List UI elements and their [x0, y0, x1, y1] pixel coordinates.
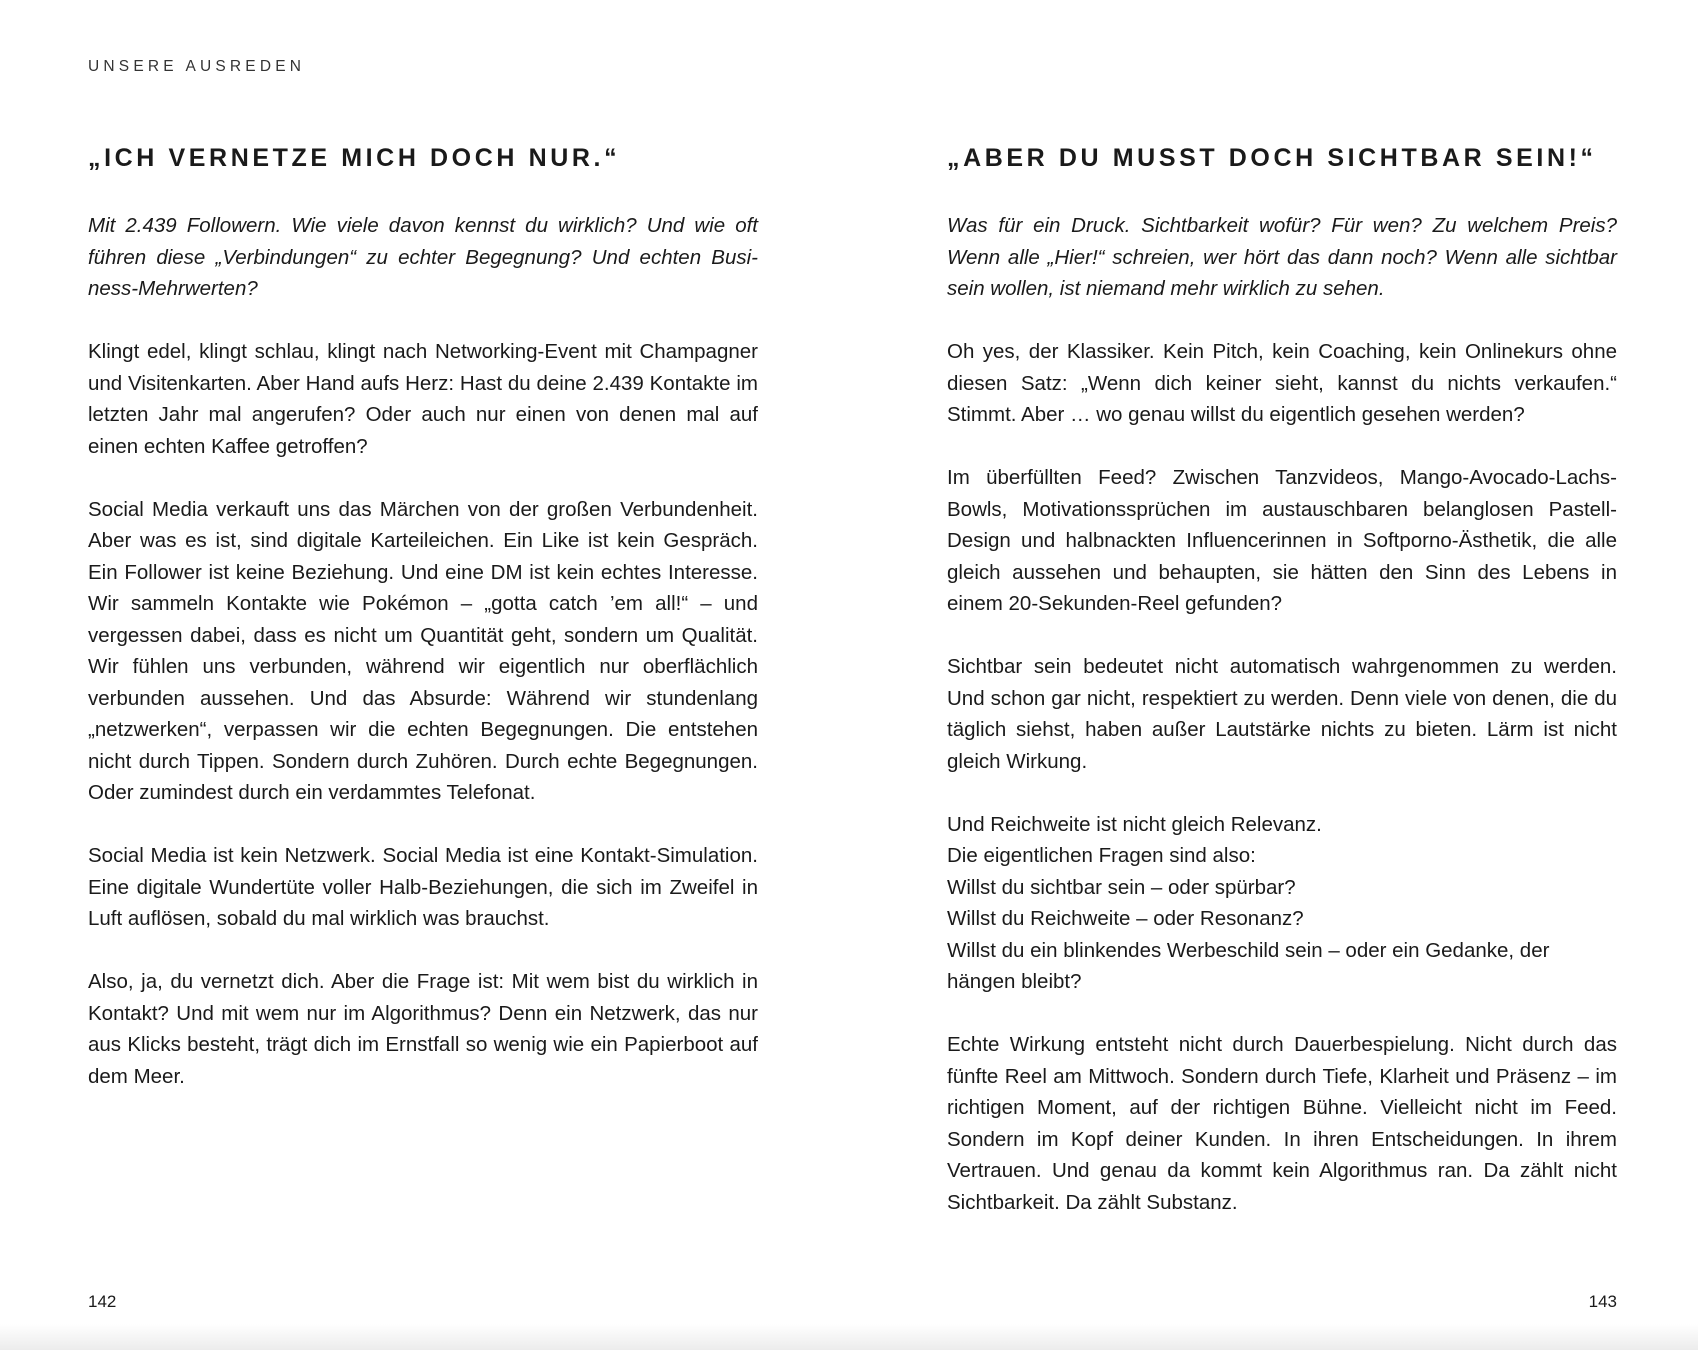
right-paragraph: Sichtbar sein bedeutet nicht automatisch wahrgenommen zu werden. Und schon gar nicht, respektiert zu werden. Denn viele von denen, die du täglich siehst, haben außer Lautstärke nichts zu bieten. Lärm ist nicht gleich Wirkung. [947, 655, 1617, 773]
left-paragraph: Social Media verkauft uns das Märchen von der großen Verbundenheit. Aber was es ist, sind digitale Karteileichen. Ein Like ist kein Gespräch. Ein Follower ist keine Beziehung. Und eine DM ist kein echtes Interesse. Wir sammeln Kontakte wie Pokémon – „gotta catch ’em all!“ – und vergessen dabei, dass es nicht um Quantität geht, sondern um Qualität. Wir fühlen uns verbunden, während wir eigentlich nur oberflächlich verbunden aussehen. Und das Absurde: Während wir stundenlang „netzwerken“, verpassen wir die echten Begegnungen. Die entstehen nicht durch Tippen. Sondern durch Zuhören. Durch echte Begegnungen. Oder zumindest durch ein verdammtes Telefonat. [88, 497, 758, 804]
question-line: Die eigentlichen Fragen sind also: [947, 844, 1256, 867]
left-paragraph: Social Media ist kein Netzwerk. Social Media ist eine Kontakt-Simulation. Eine digitale Wundertüte voller Halb-Beziehungen, die sich im Zweifel in Luft auflösen, sobald du mal wirklich was brauchst. [88, 844, 758, 930]
question-line: Willst du sichtbar sein – oder spürbar? [947, 875, 1296, 899]
bottom-shadow [0, 1324, 1698, 1350]
right-chapter-title: „ABER DU MUSST DOCH SICHTBAR SEIN!“ [947, 144, 1597, 172]
right-paragraph: Oh yes, der Klassiker. Kein Pitch, kein Coaching, kein Onlinekurs ohne diesen Satz: „Wenn dich keiner sieht, kannst du nichts verkaufen.“ Stimmt. Aber … wo genau willst du eigentlich gesehen werden? [947, 340, 1617, 426]
question-line: Und Reichweite ist nicht gleich Relevanz. [947, 812, 1322, 836]
right-page-number: 143 [1588, 1292, 1617, 1311]
right-body-text [947, 210, 1617, 1250]
question-line: Willst du Reichweite – oder Resonanz? [947, 907, 1304, 930]
right-intro-paragraph: Was für ein Druck. Sichtbarkeit wofür? Für wen? Zu welchem Preis? Wenn alle „Hier!“ schreien, wer hört das dann noch? Wenn alle sichtbar sein wollen, ist niemand mehr wirklich zu sehen. [947, 214, 1617, 300]
left-paragraph: Also, ja, du vernetzt dich. Aber die Frage ist: Mit wem bist du wirklich in Kontakt? Und mit wem nur im Algorithmus? Denn ein Netzwerk, das nur aus Klicks besteht, trägt dich im Ernstfall so wenig wie ein Papierboot auf dem Meer. [88, 970, 758, 1088]
right-closing-paragraph: Echte Wirkung entsteht nicht durch Dauerbespielung. Nicht durch das fünfte Reel am Mittwoch. Sondern durch Tiefe, Klarheit und Präsenz – im richtigen Moment, auf der richtigen Bühne. Vielleicht nicht im Feed. Sondern im Kopf deiner Kunden. In ihren Entscheidungen. In ihrem Vertrauen. Und genau da kommt kein Algorithmus ran. Da zählt nicht Sichtbarkeit. Da zählt Substanz. [947, 1033, 1617, 1214]
running-head: UNSERE AUSREDEN [88, 58, 306, 75]
left-page-number: 142 [88, 1292, 117, 1311]
question-line: Willst du ein blinkendes Werbeschild sein – oder ein Gedanke, der hängen bleibt? [947, 938, 1550, 993]
left-chapter-title: „ICH VERNETZE MICH DOCH NUR.“ [88, 144, 621, 172]
question-lines [947, 809, 1617, 998]
left-page [88, 0, 758, 1350]
right-page [947, 0, 1617, 1350]
left-intro-paragraph: Mit 2.439 Followern. Wie viele davon kennst du wirklich? Und wie oft führen diese „Verbindungen“ zu echter Begegnung? Und echten Business-Mehrwerten? [88, 214, 758, 300]
right-paragraph: Im überfüllten Feed? Zwischen Tanzvideos, Mango-Avocado-Lachs-Bowls, Motivationssprüchen im austauschbaren belanglosen Pastell-Design und halbnackten Influencerinnen in Softporno-Ästhetik, die alle gleich aussehen und behaupten, sie hätten den Sinn des Lebens in einem 20-Sekunden-Reel gefunden? [947, 466, 1617, 615]
left-body-text [88, 210, 758, 1124]
left-paragraph: Klingt edel, klingt schlau, klingt nach Networking-Event mit Champagner und Visitenkarten. Aber Hand aufs Herz: Hast du deine 2.439 Kontakte im letzten Jahr mal angerufen? Oder auch nur einen von denen mal auf einen echten Kaffee getroffen? [88, 340, 758, 458]
